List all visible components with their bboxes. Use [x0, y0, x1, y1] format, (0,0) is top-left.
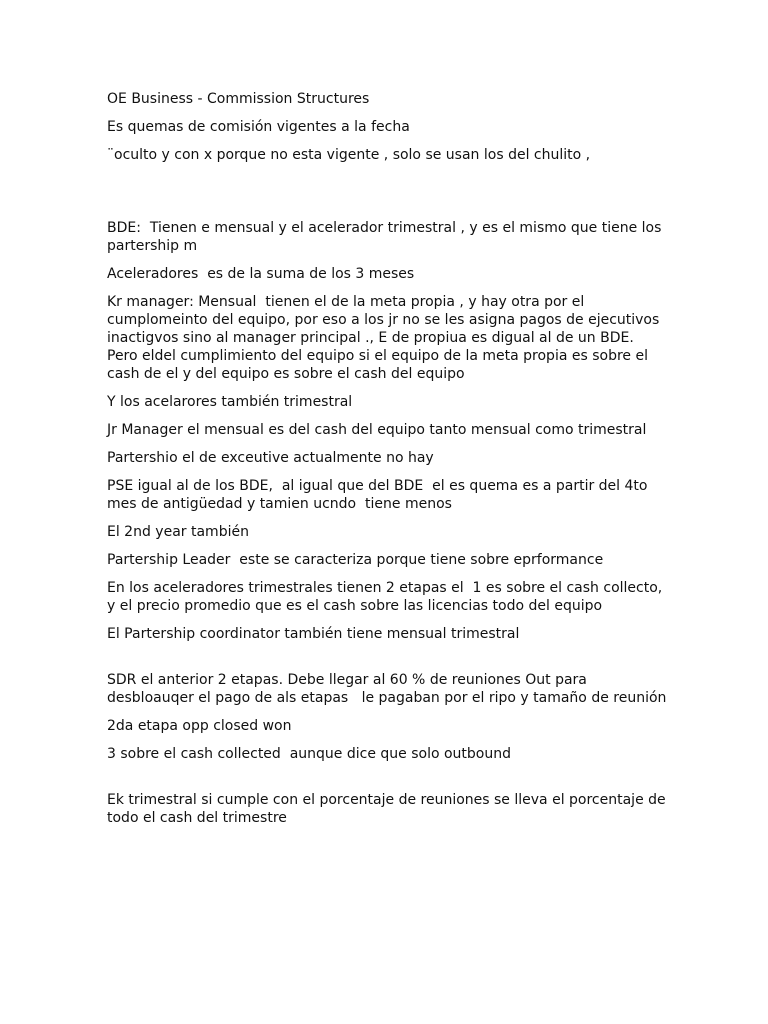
- paragraph: Es quemas de comisión vigentes a la fecha: [107, 119, 410, 135]
- paragraph: Partership Leader este se caracteriza porque tiene sobre eprformance: [107, 552, 604, 568]
- paragraph: SDR el anterior 2 etapas. Debe llegar al 60 % de reuniones Out para desbloauqer el pago de als etapas le pagaban por el ripo y tamaño de reunión: [107, 672, 667, 706]
- paragraph: El 2nd year también: [107, 524, 249, 540]
- paragraph: Aceleradores es de la suma de los 3 meses: [107, 266, 415, 282]
- paragraph: ¨oculto y con x porque no esta vigente , solo se usan los del chulito ,: [107, 147, 591, 163]
- paragraph: BDE: Tienen e mensual y el acelerador trimestral , y es el mismo que tiene los partership m: [107, 220, 666, 254]
- paragraph: El Partership coordinator también tiene mensual trimestral: [107, 626, 520, 642]
- paragraph: Y los acelarores también trimestral: [107, 394, 353, 410]
- paragraph: 3 sobre el cash collected aunque dice que solo outbound: [107, 746, 511, 762]
- document-title: OE Business - Commission Structures: [107, 91, 370, 107]
- paragraph: En los aceleradores trimestrales tienen 2 etapas el 1 es sobre el cash collecto, y el precio promedio que es el cash sobre las licencias todo del equipo: [107, 580, 667, 614]
- paragraph: PSE igual al de los BDE, al igual que del BDE el es quema es a partir del 4to mes de antigüedad y tamien ucndo tiene menos: [107, 478, 652, 512]
- paragraph: Ek trimestral si cumple con el porcentaje de reuniones se lleva el porcentaje de todo el cash del trimestre: [107, 792, 671, 826]
- paragraph: Jr Manager el mensual es del cash del equipo tanto mensual como trimestral: [107, 422, 647, 438]
- document-body: [107, 90, 671, 837]
- paragraph: Partershio el de exceutive actualmente no hay: [107, 450, 434, 466]
- paragraph: 2da etapa opp closed won: [107, 718, 292, 734]
- paragraph: Kr manager: Mensual tienen el de la meta propia , y hay otra por el cumplomeinto del equipo, por eso a los jr no se les asigna pagos de ejecutivos inactigvos sino al manager principal ., E de propiua es digual al de un BDE. Pero eldel cumplimiento del equipo si el equipo de la meta propia es sobre el cash de el y del equipo es sobre el cash del equipo: [107, 294, 664, 382]
